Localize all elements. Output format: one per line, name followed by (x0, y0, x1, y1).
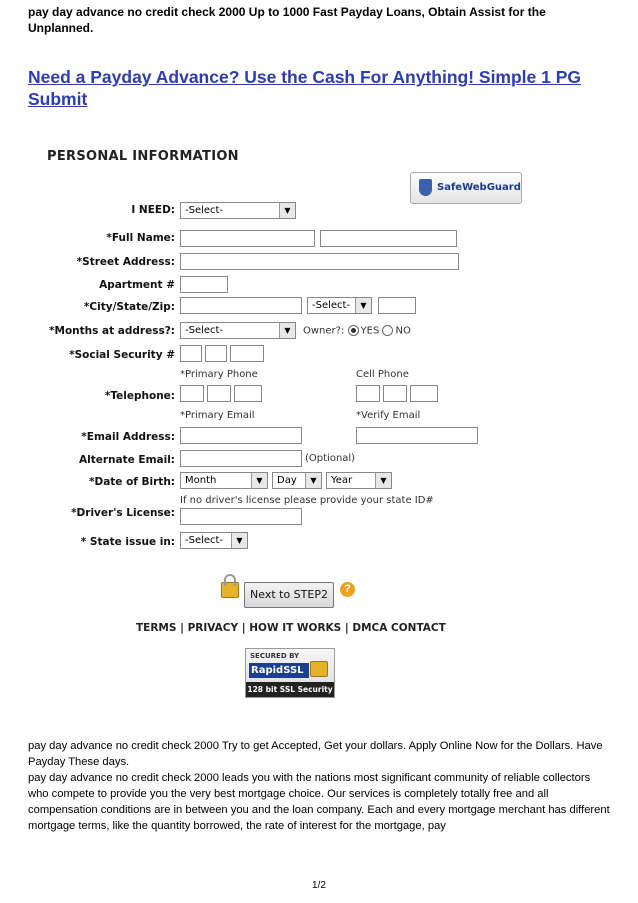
ssn-part1-input[interactable] (180, 345, 202, 362)
ssl-brand: RapidSSL (249, 663, 309, 678)
chevron-down-icon: ▼ (279, 323, 295, 338)
help-icon[interactable]: ? (340, 582, 355, 597)
owner-yes-radio[interactable] (348, 325, 359, 336)
cell-prefix-input[interactable] (383, 385, 407, 402)
zip-input[interactable] (378, 297, 416, 314)
page-number: 1/2 (312, 880, 326, 891)
alt-email-input[interactable] (180, 450, 302, 467)
verify-email-hint: *Verify Email (356, 410, 421, 421)
email-input[interactable] (180, 427, 302, 444)
ssl-lock-icon (310, 661, 328, 677)
chevron-down-icon: ▼ (251, 473, 267, 488)
alt-email-label: Alternate Email: (79, 454, 175, 466)
next-step-button[interactable]: Next to STEP2 (244, 582, 334, 608)
last-name-input[interactable] (320, 230, 457, 247)
state-select[interactable]: -Select- ▼ (307, 297, 372, 314)
email-label: *Email Address: (81, 431, 175, 443)
dob-day-select[interactable]: Day ▼ (272, 472, 322, 489)
lock-shackle (224, 574, 236, 586)
apartment-label: Apartment # (99, 279, 175, 291)
owner-label: Owner?: (303, 325, 345, 337)
rapidssl-badge (245, 648, 335, 698)
chevron-down-icon: ▼ (305, 473, 321, 488)
primary-phone-hint: *Primary Phone (180, 369, 258, 380)
page-title: pay day advance no credit check 2000 Up to 1000 Fast Payday Loans, Obtain Assist for the Unplanned. (28, 5, 546, 35)
state-issue-label: * State issue in: (80, 536, 175, 548)
ssn-part2-input[interactable] (205, 345, 227, 362)
chevron-down-icon: ▼ (231, 533, 247, 548)
license-label: *Driver's License: (71, 507, 175, 519)
city-label: *City/State/Zip: (83, 301, 175, 313)
phone-prefix-input[interactable] (207, 385, 231, 402)
owner-no-radio[interactable] (382, 325, 393, 336)
ssn-part3-input[interactable] (230, 345, 264, 362)
body-paragraph-1: pay day advance no credit check 2000 Try to get Accepted, Get your dollars. Apply Online Now for the Dollars. Have Payday These days. (28, 740, 603, 768)
phone-area-input[interactable] (180, 385, 204, 402)
ssn-label: *Social Security # (69, 349, 175, 361)
state-issue-select[interactable]: -Select- ▼ (180, 532, 248, 549)
chevron-down-icon: ▼ (375, 473, 391, 488)
full-name-label: *Full Name: (106, 232, 175, 244)
city-input[interactable] (180, 297, 302, 314)
safewebguard-badge (410, 172, 522, 204)
safewebguard-label: SafeWebGuard (437, 182, 521, 193)
phone-line-input[interactable] (234, 385, 262, 402)
owner-group (303, 325, 411, 337)
telephone-label: *Telephone: (104, 390, 175, 402)
body-paragraph-2: pay day advance no credit check 2000 leads you with the nations most significant community of reliable collectors who compete to provide you the very best mortgage choice. Our services is completely totally free and all compensation conditions are in between you and the loan company. Each and every mortgage merchant has different mortgage terms, like the quantity borrowed, the rate of interest for the mortgage, pay (28, 772, 610, 832)
i-need-label: I NEED: (131, 204, 175, 216)
ssl-strength: 128 bit SSL Security (246, 682, 334, 697)
apartment-input[interactable] (180, 276, 228, 293)
dob-year-select[interactable]: Year ▼ (326, 472, 392, 489)
cell-phone-hint: Cell Phone (356, 369, 409, 380)
dob-label: *Date of Birth: (89, 476, 175, 488)
verify-email-input[interactable] (356, 427, 478, 444)
headline-link[interactable]: Need a Payday Advance? Use the Cash For Anything! Simple 1 PG Submit (28, 67, 582, 109)
cell-area-input[interactable] (356, 385, 380, 402)
license-input[interactable] (180, 508, 302, 525)
license-note: If no driver's license please provide your state ID# (180, 495, 434, 506)
street-input[interactable] (180, 253, 459, 270)
chevron-down-icon: ▼ (279, 203, 295, 218)
i-need-select[interactable]: -Select- ▼ (180, 202, 296, 219)
shield-icon (419, 179, 432, 196)
optional-hint: (Optional) (305, 453, 356, 464)
first-name-input[interactable] (180, 230, 315, 247)
form-footer-links[interactable]: TERMS | PRIVACY | HOW IT WORKS | DMCA CONTACT (136, 622, 446, 634)
dob-month-select[interactable]: Month ▼ (180, 472, 268, 489)
section-title: PERSONAL INFORMATION (47, 149, 239, 164)
ssl-secured-by: SECURED BY (250, 652, 300, 660)
primary-email-hint: *Primary Email (180, 410, 255, 421)
chevron-down-icon: ▼ (355, 298, 371, 313)
street-label: *Street Address: (76, 256, 175, 268)
cell-line-input[interactable] (410, 385, 438, 402)
owner-no-label: NO (395, 325, 411, 337)
months-select[interactable]: -Select- ▼ (180, 322, 296, 339)
owner-yes-label: YES (360, 325, 380, 337)
months-label: *Months at address?: (49, 325, 175, 337)
